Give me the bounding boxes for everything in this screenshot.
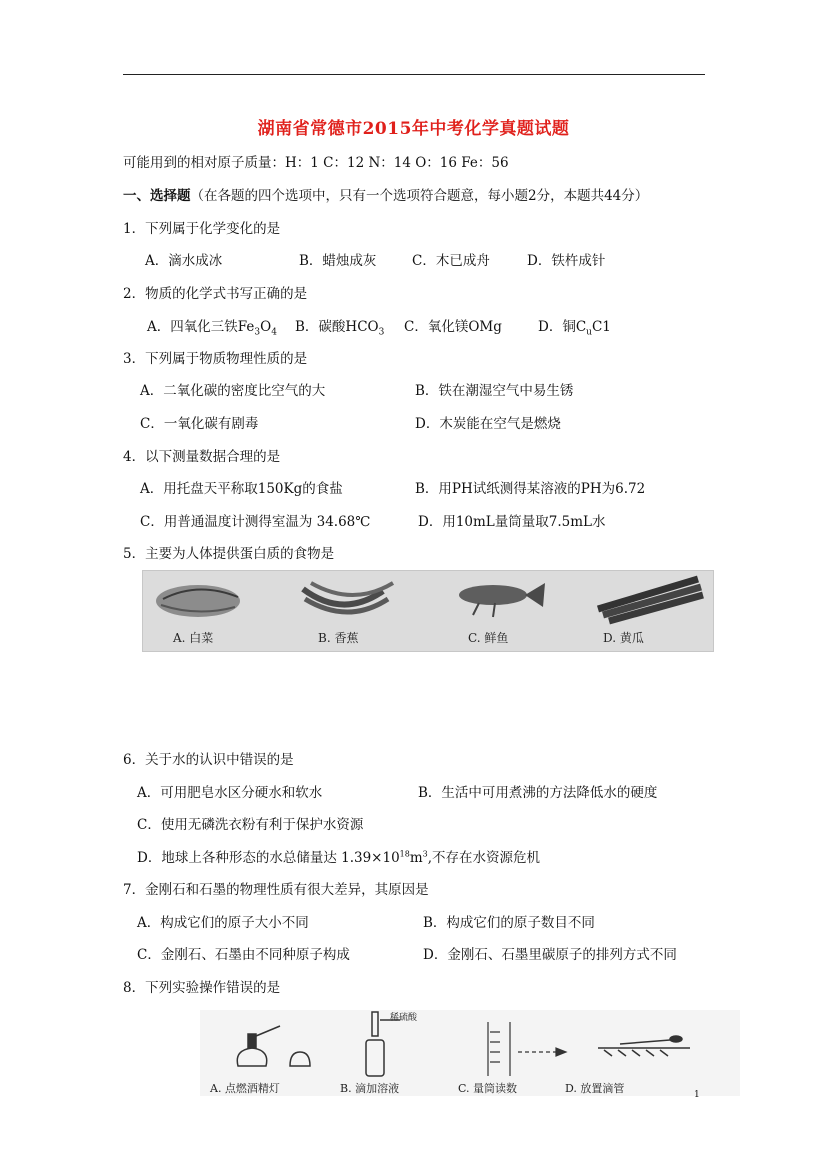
q2-a-sub1: 3 [254, 327, 261, 338]
q2-b-sub: 3 [378, 327, 385, 338]
q6-d-post: ,不存在水资源危机 [427, 850, 541, 866]
q5-caption-b: B. 香蕉 [318, 631, 359, 645]
header-rule [123, 74, 705, 75]
section-note: （在各题的四个选项中，只有一个选项符合题意，每小题2分，本题共44分） [190, 188, 649, 204]
q8-caption-d: D. 放置滴管 [565, 1082, 625, 1095]
fish-illustration [459, 583, 545, 617]
q5-caption-a: A. 白菜 [173, 631, 214, 645]
q6-stem: 6．关于水的认识中错误的是 [123, 752, 294, 768]
q3-option-a: A．二氧化碳的密度比空气的大 [140, 383, 326, 399]
q1-option-b: B．蜡烛成灰 [299, 253, 377, 269]
q8-caption-b: B. 滴加溶液 [340, 1082, 400, 1095]
food-photo-strip [142, 570, 714, 652]
cucumber-illustration [598, 579, 703, 621]
q2-stem: 2．物质的化学式书写正确的是 [123, 286, 308, 302]
banana-illustration [303, 583, 393, 612]
q3-option-b: B．铁在潮湿空气中易生锈 [415, 383, 574, 399]
q4-option-b: B．用PH试纸测得某溶液的PH为6.72 [415, 481, 646, 497]
q2-d-post: C1 [591, 319, 611, 335]
q8-caption-a: A. 点燃酒精灯 [210, 1082, 280, 1095]
q2-d-text: D．铜C [538, 319, 587, 335]
q6-option-a: A．可用肥皂水区分硬水和软水 [137, 785, 323, 801]
q6-d-text: D．地球上各种形态的水总储量达 1.39×10 [137, 850, 400, 866]
section-heading [123, 184, 648, 204]
q3-stem: 3．下列属于物质物理性质的是 [123, 351, 308, 367]
q6-d-sup1: 18 [399, 849, 410, 859]
q4-stem: 4．以下测量数据合理的是 [123, 449, 281, 465]
q4-option-c: C．用普通温度计测得室温为 34.68℃ [140, 514, 371, 530]
q1-option-a: A．滴水成冰 [145, 253, 223, 269]
q1-option-d: D．铁杵成针 [527, 253, 606, 269]
q7-option-c: C．金刚石、石墨由不同种原子构成 [137, 947, 350, 963]
q8-stem: 8．下列实验操作错误的是 [123, 980, 281, 996]
q6-d-mid: m [409, 850, 423, 866]
q2-a-mid: O [260, 319, 272, 335]
q3-option-c: C．一氧化碳有剧毒 [140, 416, 259, 432]
q2-option-d [538, 315, 611, 338]
q2-option-c: C．氧化镁OMg [404, 319, 502, 335]
q4-option-d: D．用10mL量筒量取7.5mL水 [418, 514, 606, 530]
q6-option-d [137, 846, 540, 866]
q2-option-b [295, 315, 384, 338]
q6-option-b: B．生活中可用煮沸的方法降低水的硬度 [418, 785, 658, 801]
dropper-on-table-illustration [598, 1036, 690, 1056]
atomic-mass-line: 可能用到的相对原子质量：H：1 C：12 N：14 O：16 Fe：56 [123, 155, 509, 171]
q2-option-a [147, 315, 277, 338]
q1-stem: 1．下列属于化学变化的是 [123, 221, 281, 237]
q7-option-b: B．构成它们的原子数目不同 [423, 915, 595, 931]
q1-option-c: C．木已成舟 [412, 253, 490, 269]
q5-stem: 5．主要为人体提供蛋白质的食物是 [123, 546, 335, 562]
cabbage-illustration [156, 585, 240, 617]
q8-acid-label: 稀硫酸 [390, 1013, 418, 1023]
q8-caption-c: C. 量筒读数 [458, 1082, 518, 1095]
q5-caption-d: D. 黄瓜 [603, 631, 644, 645]
q7-stem: 7．金刚石和石墨的物理性质有很大差异，其原因是 [123, 882, 429, 898]
q2-d-sub: u [586, 327, 592, 338]
q6-option-c: C．使用无磷洗衣粉有利于保护水资源 [137, 817, 364, 833]
page-title: 湖南省常德市2015年中考化学真题试题 [257, 119, 570, 139]
page-number: 1 [694, 1090, 700, 1100]
graduated-cylinder-illustration [488, 1022, 566, 1076]
q2-a-sub2: 4 [271, 327, 277, 338]
section-title: 一、选择题 [123, 188, 191, 204]
q6-d-sup2: 3 [422, 849, 428, 859]
q4-option-a: A．用托盘天平称取150Kg的食盐 [140, 481, 343, 497]
q7-option-d: D．金刚石、石墨里碳原子的排列方式不同 [423, 947, 677, 963]
q2-a-text: A．四氧化三铁Fe [147, 319, 255, 335]
q5-caption-c: C. 鲜鱼 [468, 631, 509, 645]
q3-option-d: D．木炭能在空气是燃烧 [415, 416, 561, 432]
alcohol-lamp-illustration [237, 1026, 310, 1066]
q2-b-text: B．碳酸HCO [295, 319, 379, 335]
lab-operations-diagram [200, 1010, 740, 1096]
q7-option-a: A．构成它们的原子大小不同 [137, 915, 309, 931]
